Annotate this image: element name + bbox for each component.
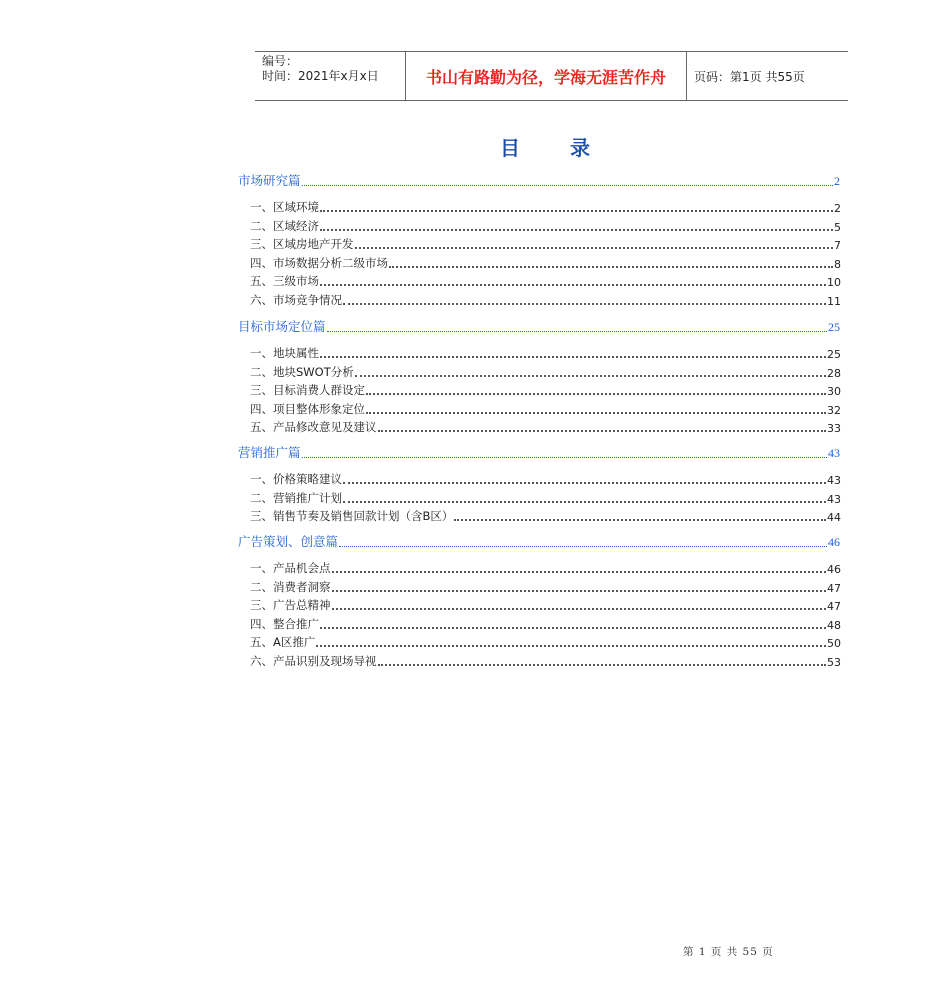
toc-entry-label: 营销推广篇 <box>238 445 301 460</box>
toc-item[interactable] <box>250 219 841 234</box>
toc-entry-label: 二、区域经济 <box>250 218 319 233</box>
dot-leader <box>332 607 827 610</box>
toc-item[interactable] <box>250 346 841 361</box>
dot-leader <box>343 500 826 503</box>
toc-page-number: 47 <box>827 581 841 595</box>
toc-page-number: 43 <box>828 446 840 460</box>
toc-item[interactable] <box>250 580 841 595</box>
toc-page-number: 46 <box>828 535 840 549</box>
dot-leader <box>302 184 833 186</box>
dot-leader <box>332 570 827 573</box>
toc-entry-label: 六、市场竞争情况 <box>250 293 342 307</box>
toc-entry-label: 四、整合推广 <box>250 616 319 631</box>
dot-leader <box>378 429 827 432</box>
toc-entry-label: 二、地块SWOT分析 <box>250 364 354 379</box>
toc-page-number: 32 <box>827 403 841 417</box>
toc-item[interactable] <box>250 293 841 308</box>
toc-page-number: 33 <box>827 422 841 436</box>
toc-item[interactable] <box>250 491 841 506</box>
toc-page-number: 2 <box>834 202 841 215</box>
dot-leader <box>332 589 827 592</box>
dot-leader <box>327 330 827 332</box>
toc-item[interactable] <box>250 635 841 650</box>
toc-entry-label: 市场研究篇 <box>238 173 301 188</box>
toc-page-number: 30 <box>827 385 841 399</box>
dot-leader <box>320 355 826 358</box>
dot-leader <box>320 209 833 212</box>
toc-entry-label: 三、区域房地产开发 <box>250 237 354 252</box>
toc-item[interactable] <box>250 509 841 524</box>
toc-entry-label: 五、三级市场 <box>250 274 319 289</box>
toc-entry-label: 一、产品机会点 <box>250 561 331 575</box>
toc-entry-label: 一、地块属性 <box>250 346 319 360</box>
number-label: 编号： <box>262 54 299 68</box>
toc-entry-label: 三、销售节奏及销售回款计划（含B区） <box>250 509 454 524</box>
toc-entry-label: 四、市场数据分析二级市场 <box>250 255 388 270</box>
toc-item[interactable] <box>250 561 841 576</box>
page-footer: 第 1 页 共 55 页 <box>683 946 774 958</box>
dot-leader <box>378 663 827 666</box>
toc-page-number: 25 <box>828 320 840 334</box>
toc-item[interactable] <box>250 598 841 613</box>
toc-title: 目录 <box>500 136 640 160</box>
dot-leader <box>454 518 826 521</box>
toc-entry-label: 四、项目整体形象定位 <box>250 401 365 416</box>
toc-page-number: 10 <box>827 276 841 290</box>
dot-leader <box>320 283 826 286</box>
dot-leader <box>302 456 827 458</box>
dot-leader <box>343 302 826 305</box>
dot-leader <box>366 392 826 395</box>
dot-leader <box>366 411 826 414</box>
toc-entry-label: 三、广告总精神 <box>250 598 331 613</box>
toc-entry-label: 五、A区推广 <box>250 635 316 650</box>
header-page-info: 页码：第1页 共55页 <box>694 69 805 84</box>
toc-page-number: 2 <box>834 174 840 188</box>
toc-entry-label: 三、目标消费人群设定 <box>250 383 365 398</box>
toc-entry-label: 一、价格策略建议 <box>250 472 342 486</box>
toc-entry-label: 目标市场定位篇 <box>238 319 326 334</box>
toc-item[interactable] <box>250 402 841 417</box>
toc-page-number: 7 <box>834 239 841 253</box>
toc-entry-label: 五、产品修改意见及建议 <box>250 420 377 435</box>
toc-page-number: 46 <box>827 563 841 576</box>
toc-section-link[interactable] <box>238 173 840 189</box>
toc-item[interactable] <box>250 365 841 380</box>
dot-leader <box>339 545 827 547</box>
toc-page-number: 25 <box>827 348 841 361</box>
dot-leader <box>355 246 834 249</box>
toc-page-number: 8 <box>834 257 841 271</box>
toc-item[interactable] <box>250 256 841 271</box>
header-meta <box>255 52 406 100</box>
dot-leader <box>355 374 826 377</box>
toc-page-number: 5 <box>834 220 841 234</box>
toc-section-link[interactable] <box>238 319 840 335</box>
toc-page-number: 47 <box>827 600 841 614</box>
header-motto: 书山有路勤为径，学海无涯苦作舟 <box>406 52 687 100</box>
document-header <box>255 51 848 101</box>
dot-leader <box>320 228 833 231</box>
toc-section-link[interactable] <box>238 534 840 550</box>
toc-entry-label: 广告策划、创意篇 <box>238 534 339 549</box>
toc-item[interactable] <box>250 383 841 398</box>
dot-leader <box>343 481 826 484</box>
toc-item[interactable] <box>250 472 841 487</box>
toc-item[interactable] <box>250 654 841 669</box>
toc-page-number: 50 <box>827 637 841 651</box>
toc-page-number: 44 <box>827 511 841 525</box>
dot-leader <box>316 644 826 647</box>
toc-page-number: 48 <box>827 618 841 632</box>
toc-entry-label: 六、产品识别及现场导视 <box>250 654 377 668</box>
toc-page-number: 28 <box>827 366 841 380</box>
toc-entry-label: 二、消费者洞察 <box>250 579 331 594</box>
toc-item[interactable] <box>250 237 841 252</box>
toc-item[interactable] <box>250 420 841 435</box>
time-label: 时间：2021年x月x日 <box>262 69 379 83</box>
toc-item[interactable] <box>250 274 841 289</box>
toc-page-number: 53 <box>827 656 841 669</box>
toc-item[interactable] <box>250 617 841 632</box>
toc-page-number: 43 <box>827 492 841 506</box>
toc-section-link[interactable] <box>238 445 840 461</box>
toc-entry-label: 一、区域环境 <box>250 200 319 214</box>
toc-entry-label: 二、营销推广计划 <box>250 490 342 505</box>
dot-leader <box>320 626 826 629</box>
toc-item[interactable] <box>250 200 841 215</box>
toc-page-number: 43 <box>827 474 841 487</box>
dot-leader <box>389 265 833 268</box>
toc-page-number: 11 <box>827 295 841 308</box>
